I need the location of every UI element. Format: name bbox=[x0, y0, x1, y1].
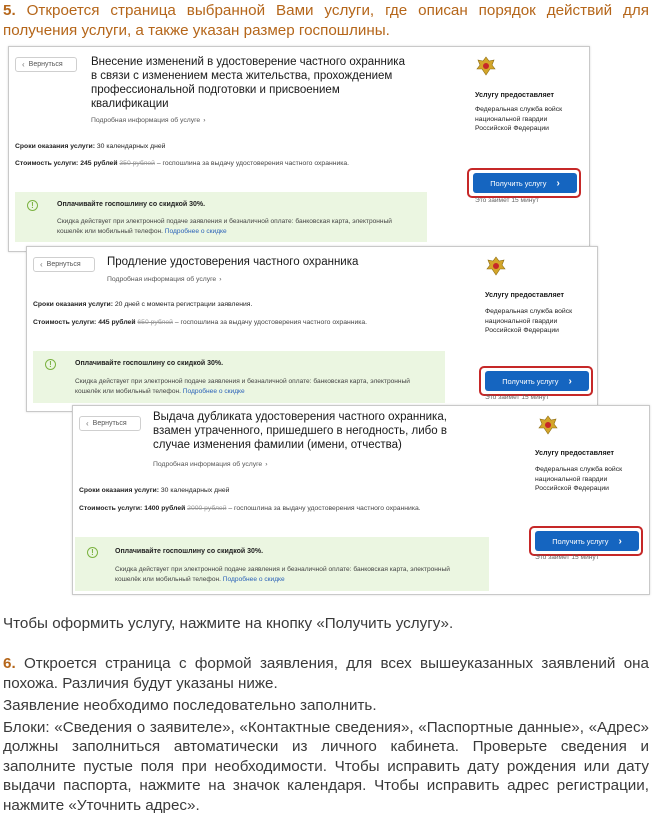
get-service-label: Получить услугу bbox=[490, 178, 547, 188]
term-value: 30 календарных дней bbox=[94, 143, 166, 150]
provider-name: Федеральная служба войск национальной гвардии Российской Федерации bbox=[475, 106, 563, 132]
promo-body: Скидка действует при электронной подаче заявления и безналичной оплате: банковская карта, электронный кошелёк или мобильный телефон. bbox=[75, 378, 410, 395]
back-button[interactable] bbox=[33, 257, 95, 272]
time-estimate: Это займет 15 минут bbox=[485, 394, 549, 401]
fill-note: Заявление необходимо последовательно заполнить. bbox=[3, 697, 377, 714]
chevron-right-icon: › bbox=[219, 276, 222, 283]
chevron-left-icon: ‹ bbox=[22, 60, 25, 69]
blocks-note: Блоки: «Сведения о заявителе», «Контактные сведения», «Паспортные данные», «Адрес» должны заполниться автоматически из личного кабинета. Проверьте сведения и заполните пустые поля при необходимости. Чтобы исправить дату рождения или дату выдачи паспорта, нажмите на значок календаря. Чтобы исправить адрес регистрации, нажмите «Уточнить адрес». bbox=[3, 719, 649, 814]
emblem-icon bbox=[537, 414, 559, 436]
discount-banner bbox=[75, 537, 489, 591]
service-card-2 bbox=[26, 246, 598, 412]
cost-value: 245 рублей bbox=[78, 160, 120, 167]
get-service-label: Получить услугу bbox=[502, 376, 559, 386]
chevron-left-icon: ‹ bbox=[86, 419, 89, 428]
cost-label: Стоимость услуги: bbox=[79, 505, 143, 512]
promo-title: Оплачивайте госпошлину со скидкой 30%. bbox=[75, 360, 224, 367]
discount-banner bbox=[15, 192, 427, 242]
step6-text: Откроется страница с формой заявления, для всех вышеуказанных заявлений она похожа. Различия будут указаны ниже. bbox=[3, 655, 649, 692]
cost-old: 350 рублей bbox=[119, 160, 155, 167]
back-label: Вернуться bbox=[28, 61, 63, 68]
more-info-link[interactable] bbox=[107, 276, 221, 283]
promo-text bbox=[57, 217, 397, 237]
more-info-label: Подробная информация об услуге bbox=[153, 461, 263, 468]
cost-label: Стоимость услуги: bbox=[33, 319, 97, 326]
step5-paragraph bbox=[3, 1, 649, 41]
more-info-label: Подробная информация об услуге bbox=[107, 276, 217, 283]
chevron-right-icon: › bbox=[556, 177, 560, 189]
cost-value: 1400 рублей bbox=[142, 505, 188, 512]
service-card-1 bbox=[8, 46, 590, 252]
service-term bbox=[33, 301, 252, 308]
term-value: 20 дней с момента регистрации заявления. bbox=[112, 301, 253, 308]
cost-note: – госпошлина за выдачу удостоверения частного охранника. bbox=[154, 160, 350, 167]
promo-text bbox=[115, 565, 455, 585]
info-icon: ! bbox=[27, 200, 38, 211]
term-label: Сроки оказания услуги: bbox=[79, 487, 159, 494]
discount-link[interactable]: Подробнее о скидке bbox=[182, 388, 245, 395]
promo-body: Скидка действует при электронной подаче заявления и безналичной оплате: банковская карта, электронный кошелёк или мобильный телефон. bbox=[115, 566, 450, 583]
step6-paragraph bbox=[3, 654, 649, 694]
discount-banner bbox=[33, 351, 445, 403]
back-button[interactable] bbox=[15, 57, 77, 72]
back-label: Вернуться bbox=[92, 420, 127, 427]
term-label: Сроки оказания услуги: bbox=[15, 143, 95, 150]
promo-title: Оплачивайте госпошлину со скидкой 30%. bbox=[115, 548, 264, 555]
service-cost bbox=[33, 319, 367, 326]
step5-text: Откроется страница выбранной Вами услуги, где описан порядок действий для получения услуги, а также указан размер госпошлины. bbox=[3, 2, 649, 39]
get-service-button[interactable] bbox=[485, 371, 589, 391]
cost-old: 2000 рублей bbox=[187, 505, 227, 512]
info-icon: ! bbox=[87, 547, 98, 558]
discount-link[interactable]: Подробнее о скидке bbox=[222, 576, 285, 583]
chevron-left-icon: ‹ bbox=[40, 260, 43, 269]
cost-label: Стоимость услуги: bbox=[15, 160, 79, 167]
time-estimate: Это займет 15 минут bbox=[475, 197, 539, 204]
provider-heading: Услугу предоставляет bbox=[475, 90, 555, 99]
more-info-label: Подробная информация об услуге bbox=[91, 117, 201, 124]
discount-link[interactable]: Подробнее о скидке bbox=[164, 228, 227, 235]
cost-old: 650 рублей bbox=[137, 319, 173, 326]
more-info-link[interactable] bbox=[91, 117, 205, 124]
service-cost bbox=[15, 160, 349, 167]
service-title: Продление удостоверения частного охранника bbox=[107, 256, 359, 268]
emblem-icon bbox=[475, 55, 497, 77]
provider-name: Федеральная служба войск национальной гвардии Российской Федерации bbox=[535, 466, 623, 492]
service-title: Внесение изменений в удостоверение частного охранника в связи с изменением места жительства, прохождением профессиональной подготовки и присвоением квалификации bbox=[91, 56, 405, 110]
step5-number: 5. bbox=[3, 2, 16, 19]
chevron-right-icon: › bbox=[203, 117, 206, 124]
service-cost bbox=[79, 505, 421, 512]
info-icon: ! bbox=[45, 359, 56, 370]
term-label: Сроки оказания услуги: bbox=[33, 301, 113, 308]
back-button[interactable] bbox=[79, 416, 141, 431]
chevron-right-icon: › bbox=[618, 535, 622, 547]
provider-name: Федеральная служба войск национальной гвардии Российской Федерации bbox=[485, 308, 573, 334]
promo-text bbox=[75, 377, 415, 397]
promo-title: Оплачивайте госпошлину со скидкой 30%. bbox=[57, 201, 206, 208]
provider-heading: Услугу предоставляет bbox=[485, 290, 565, 299]
get-service-button[interactable] bbox=[473, 173, 577, 193]
get-service-instruction: Чтобы оформить услугу, нажмите на кнопку «Получить услугу». bbox=[3, 615, 454, 632]
more-info-link[interactable] bbox=[153, 461, 267, 468]
term-value: 30 календарных дней bbox=[158, 487, 230, 494]
get-service-button[interactable] bbox=[535, 531, 639, 551]
provider-heading: Услугу предоставляет bbox=[535, 448, 615, 457]
time-estimate: Это займет 15 минут bbox=[535, 554, 599, 561]
cost-note: – госпошлина за выдачу удостоверения частного охранника. bbox=[172, 319, 368, 326]
chevron-right-icon: › bbox=[568, 375, 572, 387]
promo-body: Скидка действует при электронной подаче заявления и безналичной оплате: банковская карта, электронный кошелёк или мобильный телефон. bbox=[57, 218, 392, 235]
emblem-icon bbox=[485, 255, 507, 277]
step6-number: 6. bbox=[3, 655, 16, 672]
cost-note: – госпошлина за выдачу удостоверения частного охранника. bbox=[226, 505, 421, 512]
chevron-right-icon: › bbox=[265, 461, 268, 468]
get-service-label: Получить услугу bbox=[552, 536, 609, 546]
cost-value: 445 рублей bbox=[96, 319, 138, 326]
back-label: Вернуться bbox=[46, 261, 81, 268]
service-term bbox=[15, 143, 165, 150]
service-card-3 bbox=[72, 405, 650, 595]
service-title: Выдача дубликата удостоверения частного охранника, взамен утраченного, пришедшего в негодность, либо в случае изменения фамилии (имени, отчества) bbox=[153, 411, 447, 451]
service-term bbox=[79, 487, 229, 494]
